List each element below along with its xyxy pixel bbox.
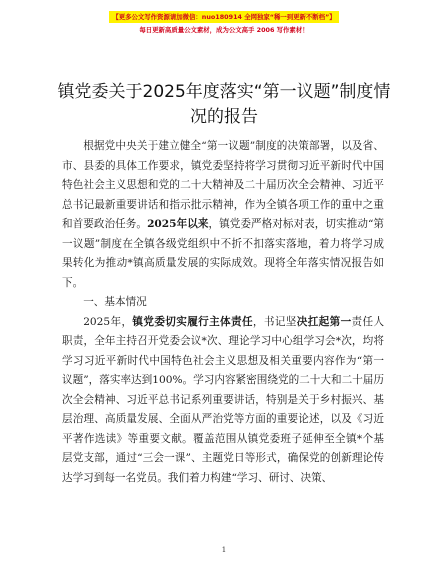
page-number: 1 (221, 546, 227, 554)
section1-year: 2025年， (83, 315, 133, 328)
intro-paragraph (62, 137, 384, 293)
section1-strong-1: 镇党委切实履行主体责任 (132, 315, 253, 328)
section1-tail: 责任人职责，全年主持召开党委会议*次、理论学习中心组学习会*次，均将学习习近平新时代中国特色社会主义思想及相关重要内容作为“第一议题”，落实率达到100%。学习内容紧密围绕党的二十大和二十届历次全会精神、习近平总书记系列重要讲话，特别是关于乡村振兴、基层治理、高质量发展、全面从严治党等方面的重要论述，以及《习近平著作选读》等重要文献。覆盖范围从镇党委班子延伸至全镇*个基层党支部，通过“三会一课”、主题党日等形式，确保党的创新理论传达学习到每一名党员。我们着力构建“学习、研讨、决策、 (62, 315, 385, 484)
banner-line-1: 【更多公文写作资源请加微信：nuo180914 全网独家“稀一到更新不断档”】 (109, 11, 338, 23)
section1-mid: ，书记坚 (252, 315, 297, 328)
intro-tail-text: ，镇党委严格对标对表，切实推动“第一议题”制度在全镇各级党组织中不折不扣落实落地，着力将学习成果转化为推动*镇高质量发展的实际成效。现将全年落实情况报告如下。 (62, 218, 385, 289)
section1-paragraph (62, 313, 384, 489)
header-banner (0, 4, 448, 35)
document-title: 镇党委关于2025年度落实“第一议题”制度情况的报告 (57, 82, 391, 127)
section1-strong-2: 决扛起第一 (296, 315, 352, 328)
banner-line-2: 每日更新高质量公文素材，成为公文高手 2006 写作素材！ (139, 26, 309, 34)
section-heading-basic: 一、基本情况 (83, 296, 147, 308)
intro-text: 根据党中央关于建立健全“第一议题”制度的决策部署，以及省、市、县委的具体工作要求，镇党委坚持将学习贯彻习近平新时代中国特色社会主义思想和党的二十大精神及二十届历次全会精神、习近平总书记最新重要讲话和指示批示精神，作为全镇各项工作的重中之重和首要政治任务。 (62, 140, 384, 230)
document-body (62, 137, 384, 488)
intro-strong-text: 2025年以来 (147, 218, 209, 230)
